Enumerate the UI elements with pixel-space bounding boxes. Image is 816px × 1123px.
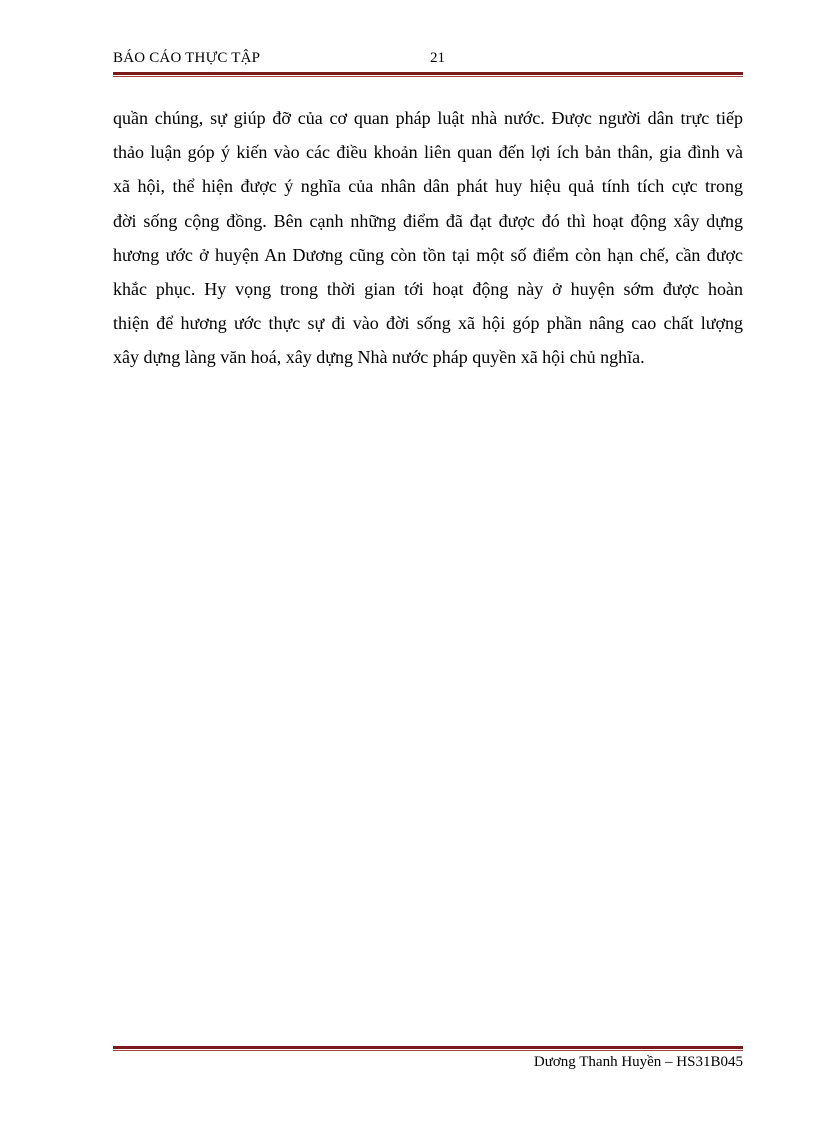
page-header bbox=[113, 50, 743, 74]
paragraph-line: quần chúng, sự giúp đỡ của cơ quan pháp luật nhà nước. Được người dân trực tiếp bbox=[113, 108, 743, 128]
paragraph-line: thảo luận góp ý kiến vào các điều khoản liên quan đến lợi ích bản thân, gia đình và bbox=[113, 142, 743, 163]
footer-rule-thin bbox=[113, 1050, 743, 1051]
paragraph-line: xây dựng làng văn hoá, xây dựng Nhà nước pháp quyền xã hội chủ nghĩa. bbox=[113, 347, 645, 368]
paragraph-line: thiện để hương ước thực sự đi vào đời sống xã hội góp phần nâng cao chất lượng bbox=[113, 313, 743, 334]
paragraph-line: đời sống cộng đồng. Bên cạnh những điểm đã đạt được đó thì hoạt động xây dựng bbox=[113, 210, 743, 231]
paragraph-line: xã hội, thể hiện được ý nghĩa của nhân dân phát huy hiệu quả tính tích cực trong bbox=[113, 176, 743, 197]
body-paragraph bbox=[113, 101, 743, 375]
header-rule-thin bbox=[113, 76, 743, 77]
paragraph-line: khắc phục. Hy vọng trong thời gian tới hoạt động này ở huyện sớm được hoàn bbox=[113, 279, 743, 300]
footer-rule bbox=[113, 1046, 743, 1051]
header-rule bbox=[113, 72, 743, 77]
page-number: 21 bbox=[430, 50, 445, 66]
header-title: BÁO CÁO THỰC TẬP bbox=[113, 50, 261, 66]
paragraph-line: hương ước ở huyện An Dương cũng còn tồn tại một số điểm còn hạn chế, cần được bbox=[113, 244, 743, 265]
footer-author: Dương Thanh Huyền – HS31B045 bbox=[533, 1054, 743, 1070]
